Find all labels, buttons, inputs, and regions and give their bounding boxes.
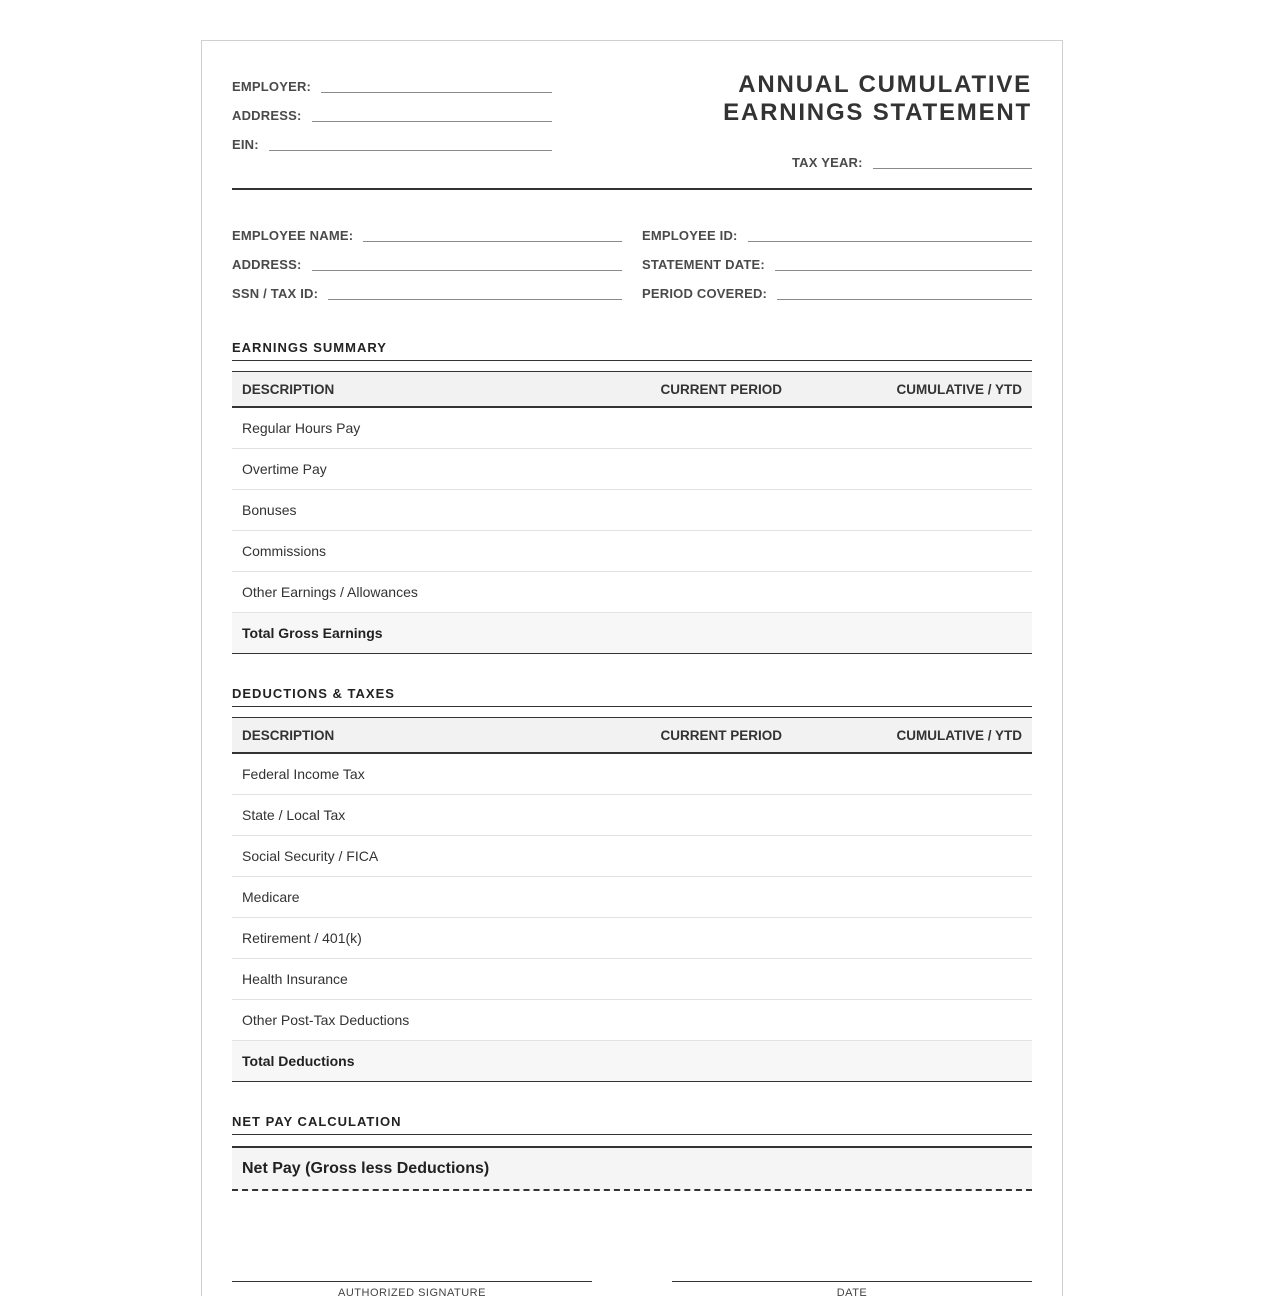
net-pay-label: Net Pay (Gross less Deductions) — [242, 1159, 490, 1177]
earnings-section-rule — [232, 360, 1032, 361]
ein-label: EIN: — [232, 137, 259, 152]
row-description: Overtime Pay — [242, 461, 327, 477]
table-row — [232, 959, 1032, 1000]
employee-address-label: ADDRESS: — [232, 257, 302, 272]
date-label: DATE — [836, 1287, 868, 1296]
employer-input-line[interactable] — [321, 92, 552, 93]
employee-id-input-line[interactable] — [748, 241, 1032, 242]
deductions-section-title: DEDUCTIONS & TAXES — [232, 686, 395, 701]
employer-address-input-line[interactable] — [312, 121, 553, 122]
row-description: Federal Income Tax — [242, 766, 365, 782]
statement-date-input-line[interactable] — [775, 270, 1032, 271]
header-divider — [232, 188, 1032, 190]
row-description: Bonuses — [242, 502, 297, 518]
column-header-description: DESCRIPTION — [242, 381, 335, 397]
employer-label: EMPLOYER: — [232, 79, 312, 94]
table-row — [232, 408, 1032, 449]
total-deductions-row — [232, 1041, 1032, 1082]
tax-year-label: TAX YEAR: — [792, 155, 863, 170]
ssn-field — [232, 281, 622, 301]
earnings-table-header — [232, 371, 1032, 408]
statement-date-field — [642, 252, 1032, 272]
earnings-section-title: EARNINGS SUMMARY — [232, 340, 387, 355]
employer-address-field — [232, 103, 552, 123]
table-row — [232, 449, 1032, 490]
ssn-input-line[interactable] — [328, 299, 622, 300]
ssn-label: SSN / TAX ID: — [232, 286, 319, 301]
row-description: Regular Hours Pay — [242, 420, 361, 436]
ein-input-line[interactable] — [269, 150, 552, 151]
row-description: Other Earnings / Allowances — [242, 584, 418, 600]
row-description: Medicare — [242, 889, 300, 905]
period-covered-input-line[interactable] — [777, 299, 1032, 300]
row-description: Health Insurance — [242, 971, 348, 987]
authorized-signature-line[interactable] — [232, 1281, 592, 1296]
employee-id-label: EMPLOYEE ID: — [642, 228, 738, 243]
employer-field — [232, 74, 552, 94]
employee-name-label: EMPLOYEE NAME: — [232, 228, 354, 243]
employee-name-field — [232, 223, 622, 243]
total-label: Total Gross Earnings — [242, 625, 383, 641]
employee-id-field — [642, 223, 1032, 243]
title-line-1: ANNUAL CUMULATIVE — [738, 71, 1032, 98]
table-row — [232, 490, 1032, 531]
table-row — [232, 918, 1032, 959]
column-header-cumulative-ytd: CUMULATIVE / YTD — [896, 727, 1022, 743]
statement-date-label: STATEMENT DATE: — [642, 257, 765, 272]
authorized-signature-label: AUTHORIZED SIGNATURE — [338, 1287, 486, 1296]
total-gross-earnings-row — [232, 613, 1032, 654]
earnings-table — [232, 371, 1032, 654]
document-title — [723, 71, 1032, 127]
column-header-description: DESCRIPTION — [242, 727, 335, 743]
deductions-table — [232, 717, 1032, 1082]
column-header-cumulative-ytd: CUMULATIVE / YTD — [896, 381, 1022, 397]
net-pay-section-title: NET PAY CALCULATION — [232, 1114, 402, 1129]
row-description: Other Post-Tax Deductions — [242, 1012, 410, 1028]
row-description: Social Security / FICA — [242, 848, 379, 864]
statement-page — [201, 40, 1063, 1296]
tax-year-input-line[interactable] — [873, 168, 1032, 169]
employee-name-input-line[interactable] — [363, 241, 622, 242]
table-row — [232, 1000, 1032, 1041]
column-header-current-period: CURRENT PERIOD — [660, 727, 782, 743]
title-line-2: EARNINGS STATEMENT — [723, 99, 1032, 126]
period-covered-label: PERIOD COVERED: — [642, 286, 768, 301]
employer-address-label: ADDRESS: — [232, 108, 302, 123]
table-row — [232, 754, 1032, 795]
row-description: Retirement / 401(k) — [242, 930, 362, 946]
ein-field — [232, 132, 552, 152]
table-row — [232, 572, 1032, 613]
row-description: State / Local Tax — [242, 807, 346, 823]
employee-address-input-line[interactable] — [312, 270, 623, 271]
total-label: Total Deductions — [242, 1053, 355, 1069]
row-description: Commissions — [242, 543, 327, 559]
table-row — [232, 836, 1032, 877]
net-pay-box[interactable] — [232, 1146, 1032, 1191]
table-row — [232, 877, 1032, 918]
date-signature-line[interactable] — [672, 1281, 1032, 1296]
employee-address-field — [232, 252, 622, 272]
tax-year-field — [792, 150, 1032, 170]
table-row — [232, 531, 1032, 572]
deductions-table-header — [232, 717, 1032, 754]
net-pay-section-rule — [232, 1134, 1032, 1135]
deductions-section-rule — [232, 706, 1032, 707]
table-row — [232, 795, 1032, 836]
column-header-current-period: CURRENT PERIOD — [660, 381, 782, 397]
period-covered-field — [642, 281, 1032, 301]
